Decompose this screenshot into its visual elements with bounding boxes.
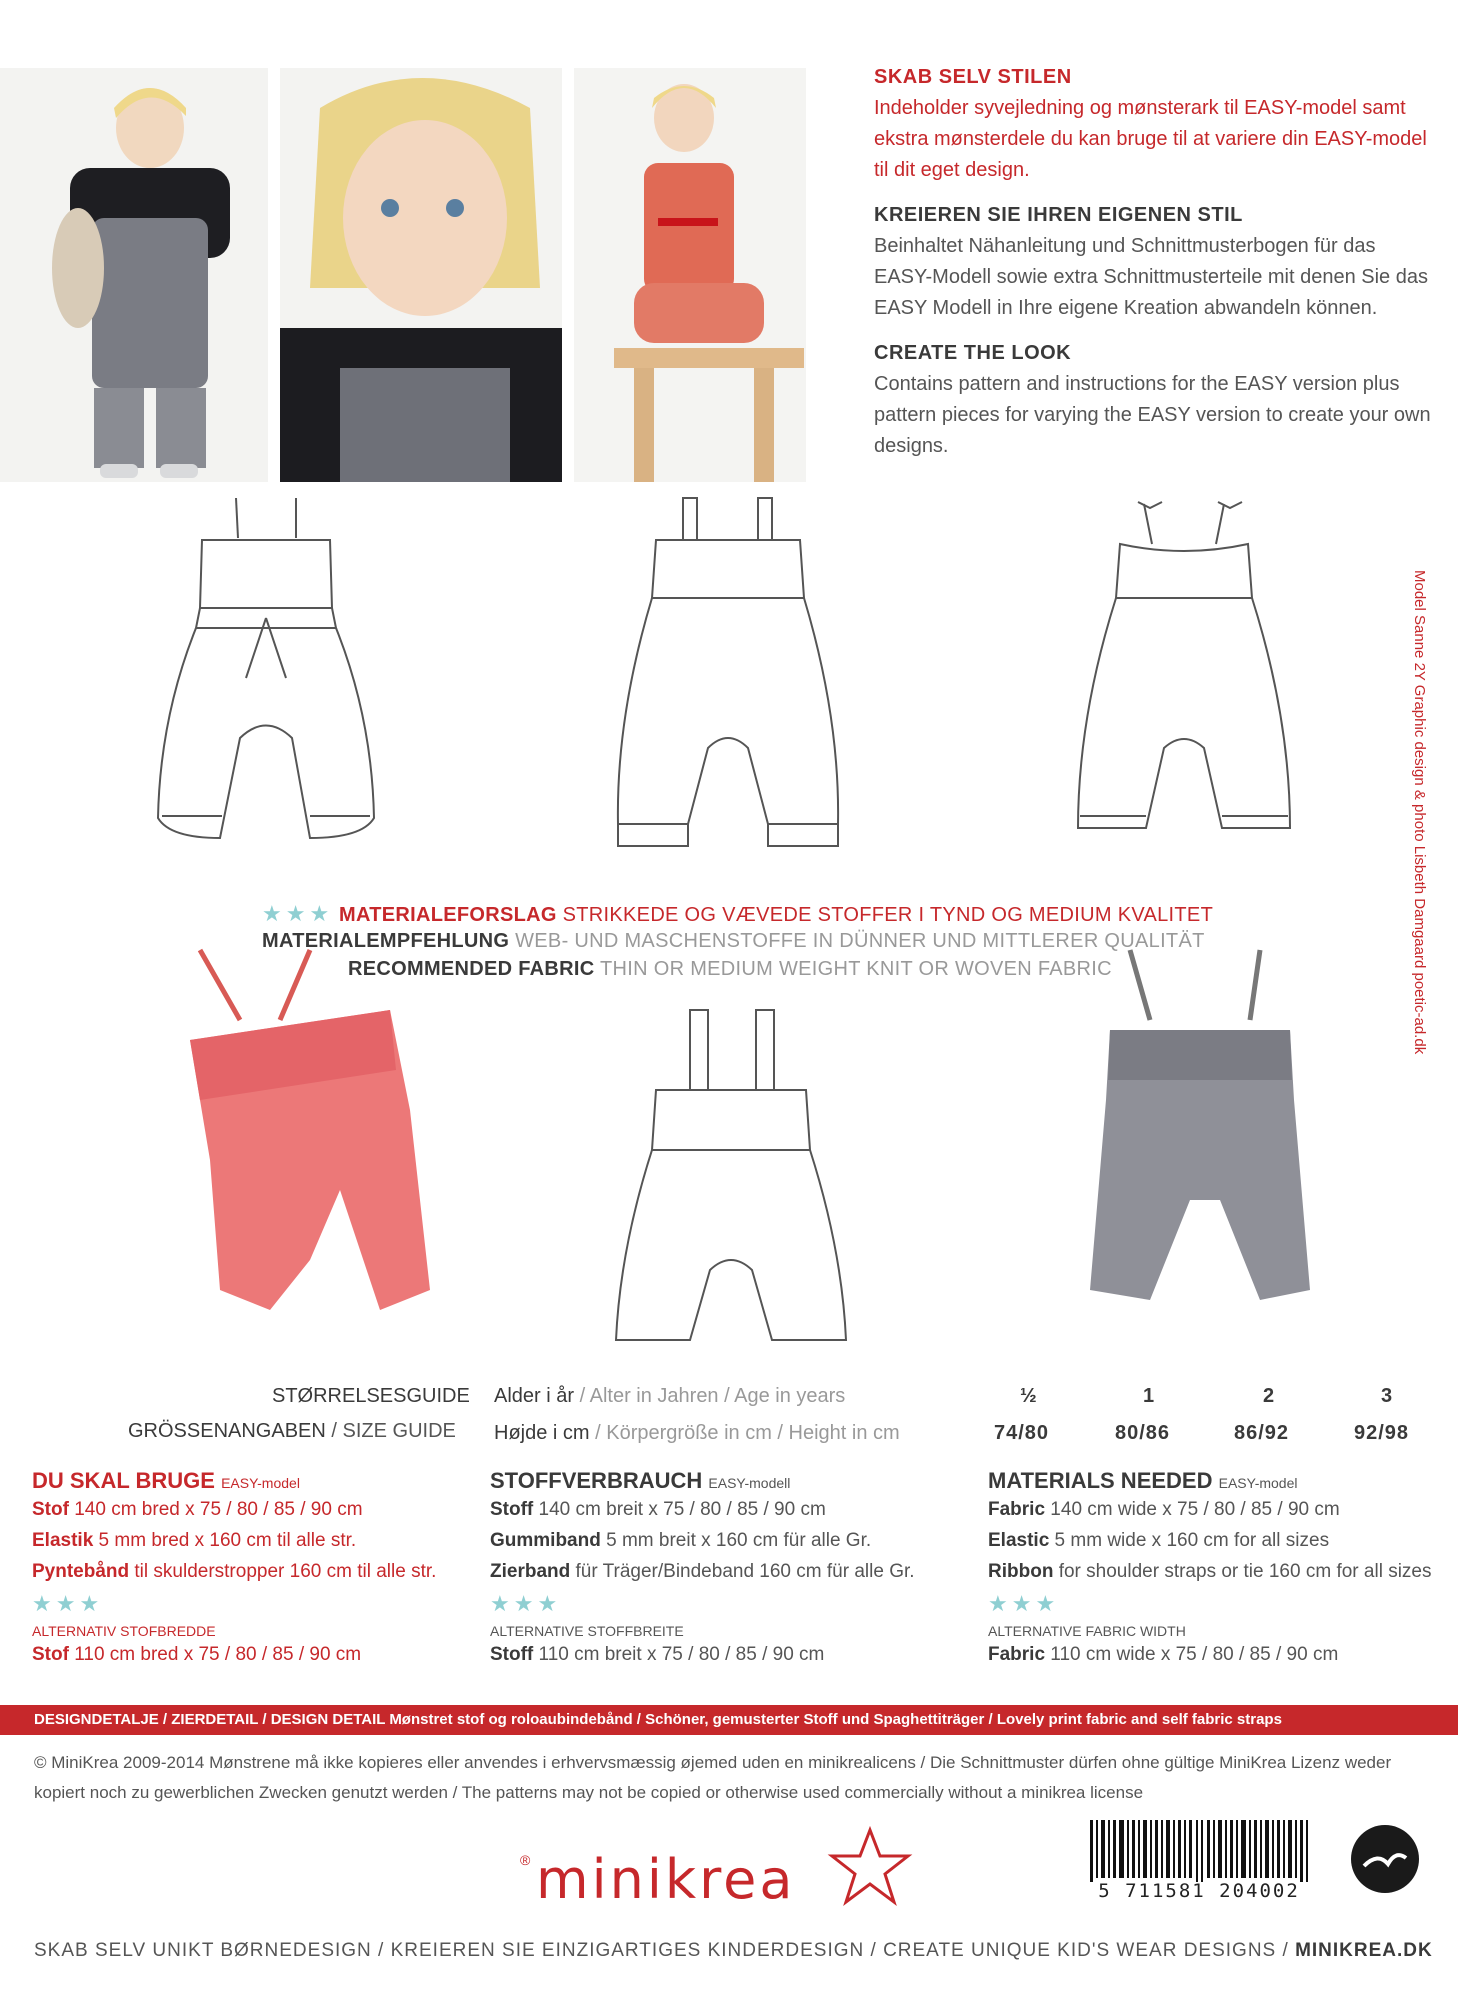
materials-column-de — [490, 1468, 970, 1670]
age-label-rest: / Alter in Jahren / Age in years — [579, 1385, 846, 1407]
height-label-da: Højde i cm — [494, 1422, 590, 1444]
photo-child-standing-gingham — [0, 68, 268, 482]
footer-domain: MINIKREA.DK — [1295, 1940, 1433, 1961]
column-title: MATERIALS NEEDED — [988, 1468, 1213, 1493]
design-detail-text: DESIGNDETALJE / ZIERDETAIL / DESIGN DETAIL Mønstret stof og roloaubindebånd / Schöner, gemusterter Stoff und Spaghettiträger / Lovely print fabric and self fabric straps — [34, 1711, 1282, 1728]
column-line: Pyntebånd til skulderstropper 160 cm til alle str. — [32, 1561, 437, 1582]
height-value: 92/98 — [1354, 1422, 1410, 1444]
column-title: STOFFVERBRAUCH — [490, 1468, 703, 1493]
column-alt-title: ALTERNATIV STOFBREDDE — [32, 1623, 216, 1639]
column-alt-title: ALTERNATIVE FABRIC WIDTH — [988, 1623, 1186, 1639]
swan-ecolabel-icon — [1348, 1822, 1422, 1896]
column-alt-line: Stof 110 cm bred x 75 / 80 / 85 / 90 cm — [32, 1644, 362, 1665]
legal-notice: © MiniKrea 2009-2014 Mønstrene må ikke kopieres eller anvendes i erhvervsmæssig øjemed uden en minikrealicens / Die Schnittmuster dürfen ohne gültige MiniKrea Lizenz weder kopiert noch zu gewerblichen Zwecken genutzt werden / The patterns may not be copied or otherwise used commercially without a minikrea license — [34, 1753, 1392, 1802]
material-text-en: THIN OR MEDIUM WEIGHT KNIT OR WOVEN FABRIC — [600, 958, 1112, 980]
footer — [34, 1940, 1433, 1962]
intro-text-da: Indeholder syvejledning og mønsterark til EASY-model samt ekstra mønsterdele du kan bruge til at variere din EASY-model til dit eget design. — [874, 97, 1427, 181]
photo-child-sitting-red — [574, 68, 806, 482]
material-text-de: WEB- UND MASCHENSTOFFE IN DÜNNER UND MITTLERER QUALITÄT — [515, 930, 1205, 952]
materials-column-da — [32, 1468, 482, 1670]
minikrea-logo — [520, 1826, 940, 1916]
intro-text — [874, 66, 1434, 480]
size-guide-title-2b: / SIZE GUIDE — [331, 1420, 456, 1442]
photo-child-portrait — [280, 68, 562, 482]
age-value: 2 — [1263, 1385, 1275, 1407]
column-line: Stof 140 cm bred x 75 / 80 / 85 / 90 cm — [32, 1499, 363, 1520]
barcode — [1088, 1820, 1310, 1904]
material-label-en: RECOMMENDED FABRIC — [348, 958, 595, 980]
material-label-de: MATERIALEMPFEHLUNG — [262, 930, 510, 952]
material-row-en — [348, 958, 1112, 981]
size-guide-title-2a: GRÖSSENANGABEN — [128, 1420, 326, 1442]
photo-red-jumpsuit — [180, 940, 440, 1360]
logo-wordmark: minikrea — [536, 1848, 796, 1911]
column-line: Elastic 5 mm wide x 160 cm for all sizes — [988, 1530, 1330, 1551]
logo-registered-mark: ® — [520, 1852, 531, 1868]
footer-text: SKAB SELV UNIKT BØRNEDESIGN / KREIEREN SIE EINZIGARTIGES KINDERDESIGN / CREATE UNIQUE KID'S WEAR DESIGNS / — [34, 1940, 1289, 1961]
column-line: Ribbon for shoulder straps or tie 160 cm for all sizes — [988, 1561, 1432, 1582]
child-portrait-illustration — [280, 68, 562, 482]
star-icons: ★★★ — [262, 901, 334, 926]
sketch-jumpsuit-shirred — [606, 1010, 856, 1350]
sketch-jumpsuit-belted — [150, 498, 390, 878]
age-value: 1 — [1143, 1385, 1155, 1407]
intro-heading-de: KREIEREN SIE IHREN EIGENEN STIL — [874, 204, 1243, 226]
intro-text-en: Contains pattern and instructions for the EASY version plus pattern pieces for varying the EASY version to create your own designs. — [874, 373, 1431, 457]
design-detail-band — [0, 1705, 1458, 1735]
age-value: ½ — [1020, 1385, 1037, 1407]
column-model: EASY-model — [1218, 1475, 1298, 1491]
size-guide-title-1: STØRRELSESGUIDE — [272, 1385, 470, 1407]
column-line: Gummiband 5 mm breit x 160 cm für alle Gr. — [490, 1530, 872, 1551]
column-line: Fabric 140 cm wide x 75 / 80 / 85 / 90 cm — [988, 1499, 1340, 1520]
material-label-da: MATERIALEFORSLAG — [339, 904, 557, 926]
column-model: EASY-model — [221, 1475, 300, 1491]
column-line: Zierband für Träger/Bindeband 160 cm für alle Gr. — [490, 1561, 915, 1582]
column-alt-line: Fabric 110 cm wide x 75 / 80 / 85 / 90 cm — [988, 1644, 1339, 1665]
star-icons: ★★★ — [32, 1591, 104, 1616]
child-standing-illustration — [0, 68, 268, 482]
intro-heading-da: SKAB SELV STILEN — [874, 66, 1072, 88]
photo-gingham-jumpsuit — [1070, 940, 1320, 1360]
height-value: 86/92 — [1234, 1422, 1290, 1444]
child-sitting-illustration — [574, 68, 806, 482]
size-guide-title-2 — [128, 1420, 456, 1443]
sketch-jumpsuit-smocked — [608, 498, 848, 878]
age-row-label — [494, 1385, 845, 1408]
column-title: DU SKAL BRUGE — [32, 1468, 215, 1493]
materials-column-en — [988, 1468, 1448, 1670]
side-credit: Model Sanne 2Y Graphic design & photo Lisbeth Damgaard poetic-ad.dk — [1411, 570, 1428, 1055]
height-label-rest: / Körpergröße in cm / Height in cm — [595, 1422, 900, 1444]
column-model: EASY-modell — [708, 1475, 791, 1491]
star-icons: ★★★ — [490, 1591, 562, 1616]
column-alt-title: ALTERNATIVE STOFFBREITE — [490, 1623, 684, 1639]
height-row-label — [494, 1422, 900, 1445]
star-logo-icon — [830, 1826, 910, 1906]
height-value: 74/80 — [994, 1422, 1050, 1444]
age-value: 3 — [1381, 1385, 1393, 1407]
age-label-da: Alder i år — [494, 1385, 575, 1407]
material-row-da — [262, 901, 1213, 927]
column-alt-line: Stoff 110 cm breit x 75 / 80 / 85 / 90 cm — [490, 1644, 825, 1665]
intro-heading-en: CREATE THE LOOK — [874, 342, 1072, 364]
star-icons: ★★★ — [988, 1591, 1060, 1616]
barcode-number: 5 711581 204002 — [1098, 1880, 1300, 1902]
column-line: Elastik 5 mm bred x 160 cm til alle str. — [32, 1530, 357, 1551]
material-text-da: STRIKKEDE OG VÆVEDE STOFFER I TYND OG MEDIUM KVALITET — [562, 904, 1214, 926]
barcode-bars — [1088, 1820, 1310, 1882]
sketch-jumpsuit-ruffle — [1064, 498, 1304, 878]
intro-text-de: Beinhaltet Nähanleitung und Schnittmusterbogen für das EASY-Modell sowie extra Schnittmusterteile mit denen Sie das EASY Modell in Ihre eigene Kreation abwandeln können. — [874, 235, 1428, 319]
column-line: Stoff 140 cm breit x 75 / 80 / 85 / 90 cm — [490, 1499, 826, 1520]
height-value: 80/86 — [1115, 1422, 1171, 1444]
